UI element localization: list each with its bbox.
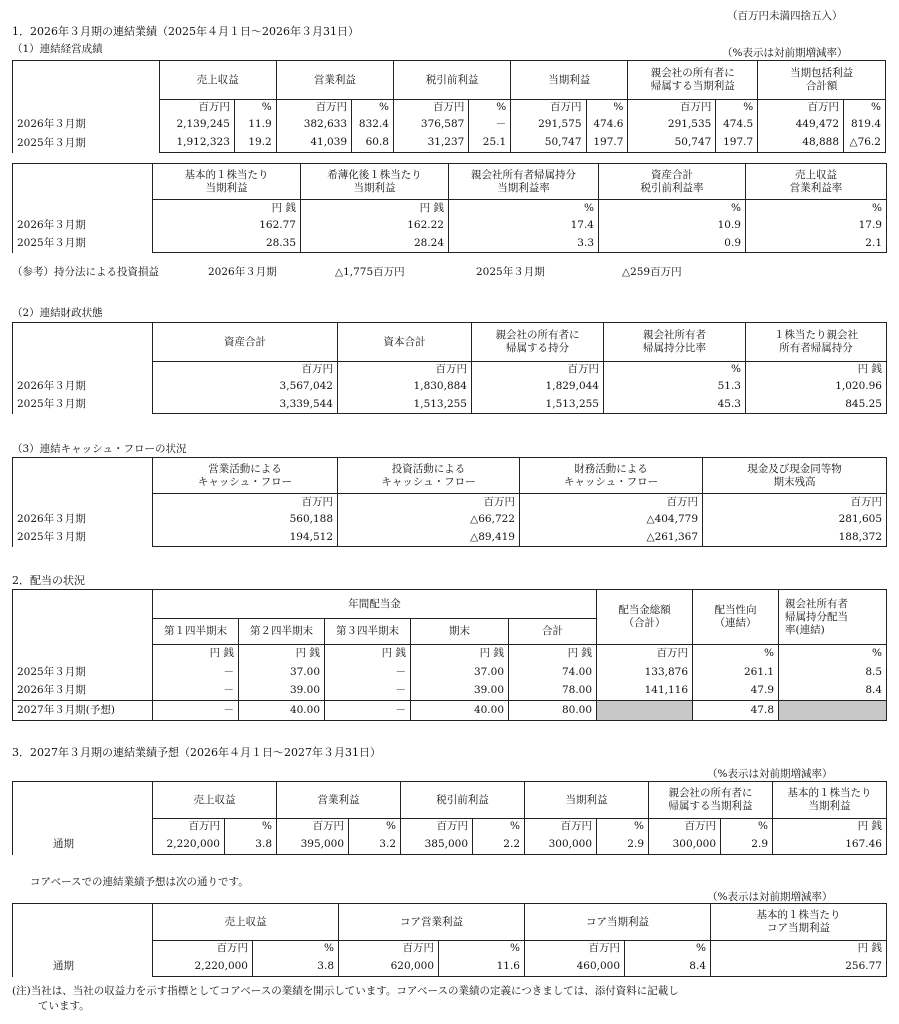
row-label [13,362,153,378]
unit-cell: 百万円 [511,100,586,115]
unit-cell: 百万円 [153,362,338,378]
row-label [13,100,160,115]
value-cell: － [325,701,411,721]
row-label: 2026年３月期 [13,378,153,396]
row-label: 2025年３月期 [13,134,160,153]
row-label: 2027年３月期(予想) [13,701,153,721]
financial-header [604,323,746,362]
results-table [12,60,886,153]
per-share-header-line: 売上収益 [795,168,837,181]
unit-cell: % [746,200,887,217]
value-cell: 474.5 [716,115,758,134]
value-cell: 31,237 [393,134,468,153]
core-intro: コアベースでの連結業績予想は次の通りです。 [30,876,249,888]
unit-cell: 百万円 [628,100,716,115]
financial-corner [13,323,153,362]
per-share-header-line: 親会社所有者帰属持分 [471,168,576,181]
per-share-header-line: 当期利益 [353,181,396,194]
unit-cell: % [352,100,394,115]
row-label: 通期 [13,835,153,855]
value-cell: 3.8 [225,835,277,855]
value-cell: 197.7 [716,134,758,153]
value-cell: 40.00 [411,701,509,721]
value-cell: 2,220,000 [153,835,225,855]
core-header-line: コア当期利益 [767,922,830,934]
dividend-total-header [597,590,693,645]
per-share-header-line: 基本的１株当たり [184,168,269,181]
unit-cell: % [716,100,758,115]
row-label [13,645,153,663]
core-header: コア当期利益 [525,904,711,941]
per-share-table [12,163,887,253]
value-cell: 3,339,544 [153,396,338,414]
value-cell: － [469,115,511,134]
value-cell: 261.1 [693,663,779,682]
value-cell: 11.9 [234,115,276,134]
value-cell: 80.00 [509,701,597,721]
value-cell: 2.9 [721,835,773,855]
value-cell: － [153,663,239,682]
core-header: コア営業利益 [339,904,525,941]
ratio-line: 親会社所有者 [785,597,849,610]
value-cell: － [325,663,411,682]
per-share-header [301,164,449,200]
unit-cell: 百万円 [393,100,468,115]
unit-cell: 百万円 [153,819,225,835]
unit-cell: % [225,819,277,835]
annual-dividend-header: 年間配当金 [153,590,597,619]
value-cell: 382,633 [276,115,351,134]
value-cell: 449,472 [758,115,844,134]
value-cell: 281,605 [703,511,887,529]
unit-cell: 百万円 [597,645,693,663]
quarter-header: 期末 [411,619,509,645]
per-share-header [746,164,887,200]
per-share-header-line: 希薄化後１株当たり [327,168,422,181]
value-cell: 197.7 [586,134,628,153]
value-cell: 2.1 [746,235,887,253]
reference-value-2: △259百万円 [622,266,682,278]
value-cell: 37.00 [411,663,509,682]
cashflow-corner [13,458,153,494]
dividends-title: 2．配当の状況 [12,574,85,587]
unit-cell: 百万円 [649,819,721,835]
financial-table [12,322,887,414]
reference-value-1: △1,775百万円 [335,266,405,278]
value-cell: 37.00 [239,663,325,682]
core-header-line: 基本的１株当たり [756,909,841,921]
shaded-cell [597,701,693,721]
value-cell: 10.9 [599,217,746,235]
unit-cell: 円 銭 [711,941,887,957]
value-cell: △404,779 [520,511,703,529]
value-cell: 3.8 [253,957,339,977]
value-cell: 3.3 [449,235,599,253]
unit-cell: 百万円 [525,819,597,835]
unit-cell: 円 銭 [301,200,449,217]
row-label [13,941,153,957]
per-share-header-line: 当期利益率 [497,181,550,194]
per-share-header [449,164,599,200]
forecast-header-line: 親会社の所有者に [668,787,753,799]
payout-line: （連結） [714,617,757,629]
financial-header [472,323,604,362]
value-cell: 474.6 [586,115,628,134]
dividend-total-line: （合計） [623,617,666,629]
financial-header-line: 帰属する持分 [506,342,569,354]
value-cell: 0.9 [599,235,746,253]
value-cell: 1,912,323 [159,134,234,153]
value-cell: 25.1 [469,134,511,153]
row-label: 2025年３月期 [13,663,153,682]
value-cell: 48,888 [758,134,844,153]
value-cell: 3,567,042 [153,378,338,396]
core-header: 売上収益 [153,904,339,941]
ratio-line: 率(連結) [785,623,825,636]
forecast-title: 3．2027年３月期の連結業績予想（2026年４月１日～2027年３月31日） [12,746,381,759]
financial-header: 資産合計 [153,323,338,362]
value-cell: 133,876 [597,663,693,682]
value-cell: 50,747 [628,134,716,153]
value-cell: 1,513,255 [338,396,472,414]
value-cell: 60.8 [352,134,394,153]
per-share-header [599,164,746,200]
value-cell: 2,220,000 [153,957,253,977]
per-share-header-line: 税引前利益率 [640,181,704,194]
value-cell: 256.77 [711,957,887,977]
cashflow-header-line: 営業活動による [208,462,282,475]
unit-cell: % [473,819,525,835]
value-cell: 8.5 [779,663,887,682]
unit-cell: 百万円 [277,819,349,835]
cashflow-header [153,458,338,494]
value-cell: 141,116 [597,682,693,701]
row-label: 2026年３月期 [13,511,153,529]
unit-cell: 百万円 [401,819,473,835]
value-cell: 8.4 [779,682,887,701]
value-cell: 620,000 [339,957,439,977]
value-cell: 188,372 [703,529,887,547]
unit-cell: % [349,819,401,835]
results-header: 当期利益 [511,61,628,100]
value-cell: 45.3 [604,396,746,414]
value-cell: 194,512 [153,529,338,547]
value-cell: 1,020.96 [746,378,887,396]
results-header: 税引前利益 [393,61,510,100]
value-cell: 2.9 [597,835,649,855]
core-table [12,903,887,977]
value-cell: 832.4 [352,115,394,134]
unit-cell: % [604,362,746,378]
unit-cell: % [721,819,773,835]
value-cell: 385,000 [401,835,473,855]
unit-cell: 円 銭 [239,645,325,663]
value-cell: 162.77 [153,217,301,235]
pct-note-2: （%表示は対前期増減率） [707,768,833,780]
unit-cell: 円 銭 [153,645,239,663]
forecast-header [773,782,887,819]
pct-note-3: （%表示は対前期増減率） [707,891,833,903]
per-share-header [153,164,301,200]
unit-cell: % [449,200,599,217]
unit-cell: 百万円 [339,941,439,957]
cashflow-header [703,458,887,494]
value-cell: 291,575 [511,115,586,134]
value-cell: 3.2 [349,835,401,855]
row-label: 2026年３月期 [13,217,153,235]
value-cell: 1,513,255 [472,396,604,414]
unit-cell: 百万円 [703,494,887,511]
value-cell: 162.22 [301,217,449,235]
unit-cell: 百万円 [338,362,472,378]
value-cell: △89,419 [338,529,520,547]
unit-cell: 百万円 [472,362,604,378]
results-header-line: 合計額 [805,80,838,92]
cashflow-header [520,458,703,494]
unit-cell: 百万円 [520,494,703,511]
dividends-corner [13,590,153,645]
financial-header: 資本合計 [338,323,472,362]
forecast-header-line: 当期利益 [808,800,851,812]
value-cell: 28.24 [301,235,449,253]
cashflow-header-line: 現金及び現金同等物 [747,462,842,475]
unit-cell: 円 銭 [325,645,411,663]
section1-title: 1．2026年３月期の連結業績（2025年４月１日～2026年３月31日） [12,25,359,38]
financial-header-line: 所有者帰属持分 [779,342,853,354]
value-cell: 78.00 [509,682,597,701]
unit-cell: % [597,819,649,835]
reference-period-1: 2026年３月期 [208,266,277,278]
value-cell: 40.00 [239,701,325,721]
pct-note-1: （%表示は対前期増減率） [722,47,848,59]
financial-header [746,323,887,362]
value-cell: 2.2 [473,835,525,855]
results-header: 売上収益 [159,61,276,100]
unit-cell: 百万円 [153,941,253,957]
value-cell: 19.2 [234,134,276,153]
unit-cell: 百万円 [338,494,520,511]
unit-cell: 百万円 [153,494,338,511]
per-share-corner [13,164,153,200]
cashflow-header-line: キャッシュ・フロー [381,475,476,488]
value-cell: △261,367 [520,529,703,547]
quarter-header: 合計 [509,619,597,645]
results-header-line: 帰属する当期利益 [650,80,735,92]
results-header: 営業利益 [276,61,393,100]
forecast-header [649,782,773,819]
cashflow-table [12,457,887,547]
reference-period-2: 2025年３月期 [476,266,545,278]
value-cell: － [153,682,239,701]
value-cell: 39.00 [411,682,509,701]
value-cell: 47.9 [693,682,779,701]
unit-cell: % [253,941,339,957]
value-cell: 1,829,044 [472,378,604,396]
value-cell: 74.00 [509,663,597,682]
quarter-header: 第２四半期末 [239,619,325,645]
value-cell: 47.8 [693,701,779,721]
cashflow-header-line: キャッシュ・フロー [563,475,659,488]
unit-cell: 円 銭 [746,362,887,378]
value-cell: 50,747 [511,134,586,153]
financial-title: （2）連結財政状態 [12,307,103,319]
cashflow-header-line: 期末残高 [773,475,816,488]
unit-cell: % [439,941,525,957]
value-cell: 11.6 [439,957,525,977]
unit-cell: 円 銭 [773,819,887,835]
row-label [13,494,153,511]
row-label: 2025年３月期 [13,396,153,414]
forecast-header-line: 帰属する当期利益 [668,800,753,812]
value-cell: 39.00 [239,682,325,701]
unit-cell: 百万円 [276,100,351,115]
results-header-line: 当期包括利益 [790,67,854,79]
ratio-line: 帰属持分配当 [785,610,849,623]
per-share-header-line: 資産合計 [651,168,693,181]
value-cell: 1,830,884 [338,378,472,396]
value-cell: 300,000 [525,835,597,855]
row-label: 2025年３月期 [13,529,153,547]
value-cell: 395,000 [277,835,349,855]
row-label: 2025年３月期 [13,235,153,253]
results-corner [13,61,160,100]
value-cell: 2,139,245 [159,115,234,134]
unit-cell: 百万円 [758,100,844,115]
forecast-header-line: 基本的１株当たり [787,787,872,799]
forecast-header: 営業利益 [277,782,401,819]
footnote-line-2: ています。 [38,1000,90,1012]
unit-cell: % [693,645,779,663]
per-share-header-line: 当期利益 [205,181,248,194]
value-cell: 819.4 [844,115,886,134]
dividend-ratio-header [779,590,887,645]
results-header [758,61,886,100]
reference-label: （参考）持分法による投資損益 [12,266,159,278]
value-cell: 460,000 [525,957,625,977]
row-label [13,819,153,835]
row-label [13,200,153,217]
unit-cell: 百万円 [525,941,625,957]
unit-cell: % [779,645,887,663]
cashflow-header [338,458,520,494]
dividend-total-line: 配当金総額 [618,604,671,616]
value-cell: 41,039 [276,134,351,153]
value-cell: 376,587 [393,115,468,134]
unit-cell: % [625,941,711,957]
financial-header-line: 帰属持分比率 [643,342,706,354]
value-cell: 560,188 [153,511,338,529]
cashflow-header-line: 投資活動による [391,462,466,475]
unit-cell: 円 銭 [153,200,301,217]
unit-cell: 円 銭 [411,645,509,663]
shaded-cell [779,701,887,721]
unit-cell: 円 銭 [509,645,597,663]
payout-header [693,590,779,645]
unit-cell: % [844,100,886,115]
forecast-header: 当期利益 [525,782,649,819]
dividends-table [12,589,887,721]
results-header [628,61,758,100]
quarter-header: 第１四半期末 [153,619,239,645]
financial-header-line: 親会社の所有者に [495,329,580,341]
value-cell: 300,000 [649,835,721,855]
unit-cell: % [586,100,628,115]
value-cell: － [325,682,411,701]
financial-header-line: １株当たり親会社 [774,329,858,341]
per-share-header-line: 営業利益率 [789,181,843,194]
core-corner [13,904,153,941]
financial-header-line: 親会社所有者 [643,329,706,341]
forecast-header: 売上収益 [153,782,277,819]
results-header-line: 親会社の所有者に [650,67,735,79]
rounding-note: （百万円未満四捨五入） [727,10,843,22]
value-cell: － [153,701,239,721]
value-cell: △66,722 [338,511,520,529]
value-cell: 17.9 [746,217,887,235]
cashflow-title: （3）連結キャッシュ・フローの状況 [12,443,187,455]
value-cell: 167.46 [773,835,887,855]
forecast-header: 税引前利益 [401,782,525,819]
payout-line: 配当性向 [714,604,757,616]
unit-cell: % [234,100,276,115]
value-cell: △76.2 [844,134,886,153]
value-cell: 8.4 [625,957,711,977]
core-header [711,904,887,941]
sub1-title: （1）連結経営成績 [12,43,103,55]
unit-cell: 百万円 [159,100,234,115]
value-cell: 845.25 [746,396,887,414]
row-label: 2026年３月期 [13,682,153,701]
footnote-line-1: (注)当社は、当社の収益力を示す指標としてコアベースの業績を開示しています。コアベースの業績の定義につきましては、添付資料に記載し [12,985,679,997]
unit-cell: % [599,200,746,217]
forecast-corner [13,782,153,819]
value-cell: 17.4 [449,217,599,235]
value-cell: 291,535 [628,115,716,134]
forecast-table [12,781,887,855]
value-cell: 51.3 [604,378,746,396]
value-cell: 28.35 [153,235,301,253]
unit-cell: % [469,100,511,115]
cashflow-header-line: 財務活動による [574,462,648,475]
row-label: 2026年３月期 [13,115,160,134]
cashflow-header-line: キャッシュ・フロー [197,475,293,488]
row-label: 通期 [13,957,153,977]
quarter-header: 第３四半期末 [325,619,411,645]
